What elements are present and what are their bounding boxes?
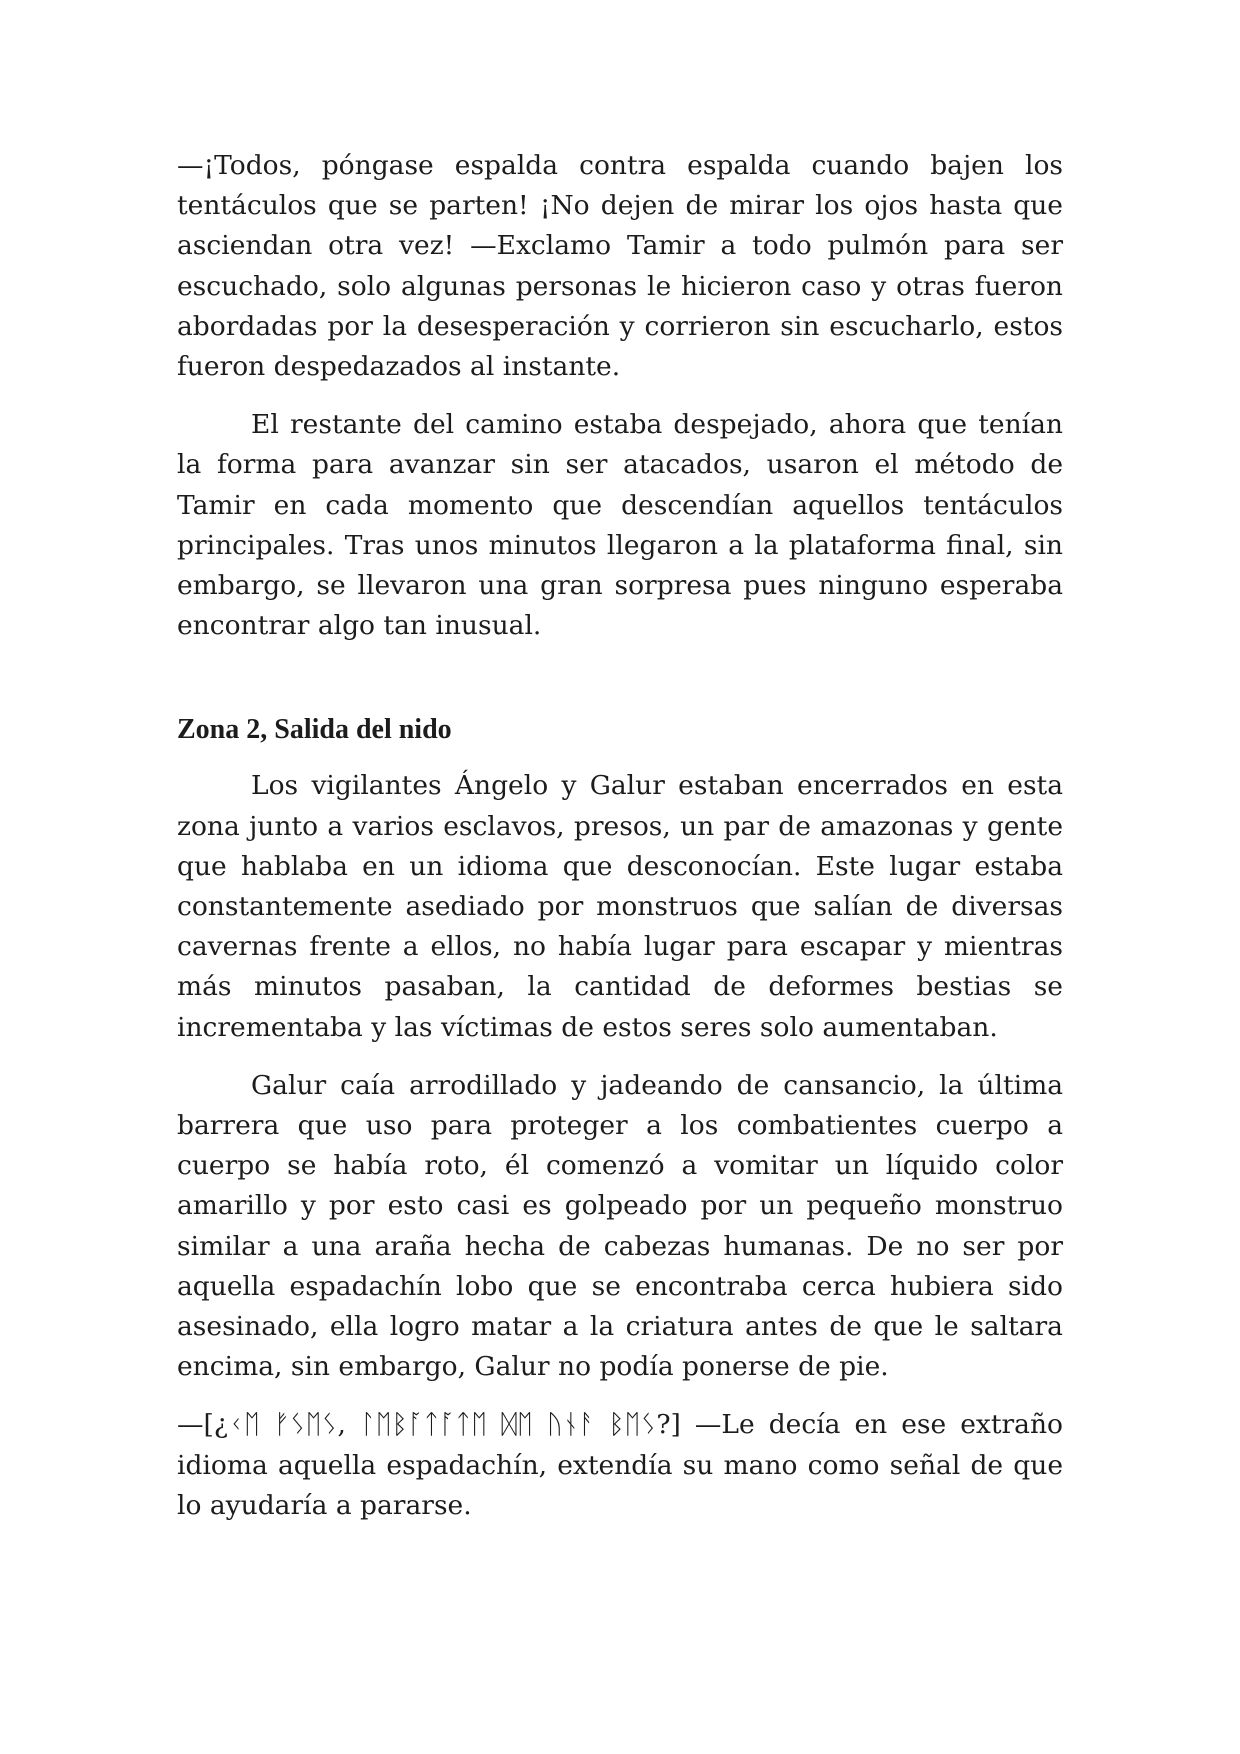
paragraph: —¡Todos, póngase espalda contra espalda cuando bajen los tentáculos que se parten! ¡No dejen de mirar los ojos hasta que asciendan otra vez! —Exclamo Tamir a todo pulmón para ser escuchado, solo algunas personas le hicieron caso y otras fueron abordadas por la desesperación y corrieron sin escucharlo, estos fueron despedazados al instante.: [177, 150, 1063, 383]
document-page: [177, 146, 1063, 1544]
paragraph: —[¿ᚲᛖ ᚠᛊᛖᛊ, ᛚᛖᛒᚪᛏᚪᛏᛖ ᛞᛖ ᚢᚾᚨ ᛒᛖᛊ?] —Le decía en ese extraño idioma aquella espadachín, extendía su mano como señal de que lo ayudaría a pararse.: [177, 1409, 1063, 1521]
section-heading: Zona 2, Salida del nido: [177, 714, 452, 746]
paragraph: El restante del camino estaba despejado, ahora que tenían la forma para avanzar sin ser atacados, usaron el método de Tamir en cada momento que descendían aquellos tentáculos principales. Tras unos minutos llegaron a la plataforma final, sin embargo, se llevaron una gran sorpresa pues ninguno esperaba encontrar algo tan inusual.: [177, 409, 1063, 642]
paragraph: Los vigilantes Ángelo y Galur estaban encerrados en esta zona junto a varios esclavos, presos, un par de amazonas y gente que hablaba en un idioma que desconocían. Este lugar estaba constantemente asediado por monstruos que salían de diversas cavernas frente a ellos, no había lugar para escapar y mientras más minutos pasaban, la cantidad de deformes bestias se incrementaba y las víctimas de estos seres solo aumentaban.: [177, 770, 1063, 1043]
paragraph: Galur caía arrodillado y jadeando de cansancio, la última barrera que uso para proteger a los combatientes cuerpo a cuerpo se había roto, él comenzó a vomitar un líquido color amarillo y por esto casi es golpeado por un pequeño monstruo similar a una araña hecha de cabezas humanas. De no ser por aquella espadachín lobo que se encontraba cerca hubiera sido asesinado, ella logro matar a la criatura antes de que le saltara encima, sin embargo, Galur no podía ponerse de pie.: [177, 1069, 1063, 1383]
